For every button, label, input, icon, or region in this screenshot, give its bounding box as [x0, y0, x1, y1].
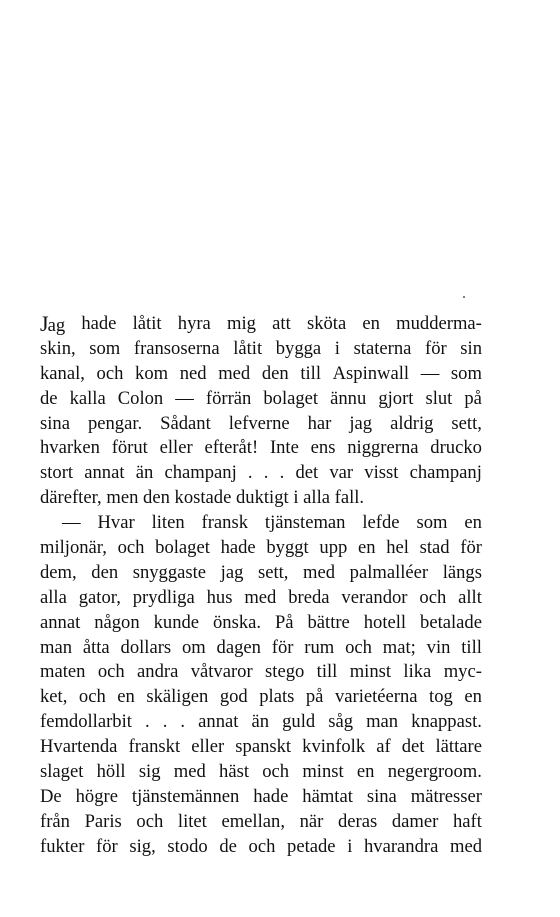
- word: önska.: [212, 611, 262, 633]
- word: god: [219, 686, 248, 708]
- word: Hvartenda: [40, 736, 118, 758]
- word: som: [450, 362, 482, 384]
- word: höll: [96, 761, 126, 783]
- word: guld: [282, 711, 316, 733]
- word: stodo: [167, 835, 208, 857]
- word: annat: [198, 711, 239, 733]
- word: mätresser: [410, 785, 482, 807]
- word: till: [461, 636, 482, 658]
- text-line: [40, 660, 482, 685]
- word: till: [300, 362, 321, 384]
- text-line: [40, 586, 482, 611]
- word: .: [162, 711, 168, 733]
- word: sig,: [129, 835, 156, 857]
- word: stego: [265, 661, 305, 683]
- word: .: [247, 462, 253, 484]
- text-line: [40, 337, 482, 362]
- word: en: [357, 537, 376, 559]
- word: hade: [220, 537, 256, 559]
- word: därefter,: [40, 487, 107, 509]
- word: på: [464, 387, 482, 409]
- word: som: [416, 512, 448, 534]
- word: .: [279, 462, 285, 484]
- text-line: [40, 685, 482, 710]
- text-line: [40, 486, 482, 511]
- word: annat: [40, 611, 81, 633]
- word: någon: [94, 611, 140, 633]
- word: .: [263, 462, 269, 484]
- word: en: [117, 686, 135, 708]
- word: —: [420, 362, 440, 384]
- word: förut: [111, 437, 148, 459]
- word: .: [144, 711, 150, 733]
- word: miljonär,: [40, 537, 107, 559]
- word: franskt: [128, 736, 181, 758]
- word: varietéerna: [334, 686, 418, 708]
- text-line: [40, 810, 482, 835]
- word: champanj: [409, 462, 482, 484]
- word: de: [219, 835, 237, 857]
- word: kom: [135, 362, 169, 384]
- word: staterna: [353, 337, 412, 359]
- word: åtta: [82, 636, 110, 658]
- word: för: [460, 537, 482, 559]
- word: maten: [40, 661, 86, 683]
- word: niggrerna: [347, 437, 419, 459]
- word: femdollarbit: [40, 711, 132, 733]
- word: drucko: [430, 437, 482, 459]
- word: petade: [287, 835, 336, 857]
- text-line: [40, 611, 482, 636]
- word: det: [295, 462, 319, 484]
- word: Paris: [84, 810, 122, 832]
- word: pengar.: [87, 412, 143, 434]
- text-line: [40, 760, 482, 785]
- word: än: [251, 711, 270, 733]
- initial-letter: J: [40, 311, 48, 336]
- word: när: [299, 810, 324, 832]
- word: upp: [319, 537, 348, 559]
- word: kvinfolk: [302, 736, 366, 758]
- word: hade: [253, 785, 289, 807]
- text-line: [40, 436, 482, 461]
- word: låtit: [233, 337, 263, 359]
- word: tjänsteman: [264, 512, 346, 534]
- word: mat;: [382, 636, 416, 658]
- word: De: [40, 785, 62, 807]
- word: mudderma-: [396, 313, 482, 334]
- paper-speck: [463, 296, 465, 298]
- word: den: [143, 487, 175, 509]
- text-line: [40, 710, 482, 735]
- word: och: [117, 537, 145, 559]
- text-line: [40, 387, 482, 412]
- word: ens: [310, 437, 336, 459]
- word: kunde: [153, 611, 200, 633]
- word: och: [97, 661, 125, 683]
- text-line: [40, 511, 482, 536]
- word: hotell: [363, 611, 407, 633]
- word: och: [96, 362, 124, 384]
- word: Colon: [117, 387, 164, 409]
- word: och: [262, 761, 290, 783]
- word: sig: [138, 761, 161, 783]
- word: ned: [179, 362, 207, 384]
- text-line: [40, 312, 482, 337]
- word: och: [78, 686, 106, 708]
- word: längs: [442, 561, 482, 583]
- word: var: [329, 462, 354, 484]
- word: för: [271, 636, 294, 658]
- word: deras: [338, 810, 378, 832]
- word: i: [347, 835, 353, 857]
- word: och: [345, 636, 372, 658]
- word: hämtat: [302, 785, 353, 807]
- text-line: [40, 835, 482, 860]
- word: Aspinwall: [332, 362, 410, 384]
- word: häst: [219, 761, 249, 783]
- word: kostade: [174, 487, 236, 509]
- word: hus: [206, 586, 233, 608]
- word: till: [316, 661, 338, 683]
- word: fall.: [334, 487, 365, 509]
- word: stad: [419, 537, 450, 559]
- word: tjänstemännen: [131, 785, 240, 807]
- word: dem,: [40, 561, 77, 583]
- word: fukter: [40, 835, 85, 857]
- word: en: [356, 761, 375, 783]
- word: slut: [425, 387, 453, 409]
- word: skäligen: [146, 686, 209, 708]
- word: sin: [460, 337, 482, 359]
- word: dagen: [216, 636, 261, 658]
- text-line: [40, 536, 482, 561]
- word: andra: [137, 661, 179, 683]
- word: —: [62, 512, 81, 534]
- word: Hvar: [97, 512, 135, 534]
- word: från: [40, 810, 70, 832]
- word: på: [305, 686, 324, 708]
- word: det: [401, 736, 425, 758]
- word: med: [303, 561, 336, 583]
- word: och: [136, 810, 164, 832]
- word: bolaget: [263, 387, 319, 409]
- word: med: [173, 761, 206, 783]
- word: man: [366, 711, 399, 733]
- word: kanal,: [40, 362, 85, 384]
- word: aldrig: [390, 412, 434, 434]
- word: Sådant: [160, 412, 211, 434]
- word: På: [274, 611, 294, 633]
- body-text: [40, 312, 482, 860]
- word: slaget: [40, 761, 84, 783]
- word: haft: [452, 810, 482, 832]
- word: och: [248, 835, 276, 857]
- word: en: [464, 686, 482, 708]
- word: kalla: [69, 387, 106, 409]
- word: af: [376, 736, 391, 758]
- text-line: [40, 412, 482, 437]
- word: men: [106, 487, 144, 509]
- word: fransk: [201, 512, 249, 534]
- word: stort: [40, 462, 74, 484]
- word: rum: [304, 636, 335, 658]
- word: liten: [151, 512, 185, 534]
- word: dollars: [120, 636, 172, 658]
- word: bygga: [275, 337, 322, 359]
- word: jag: [349, 412, 373, 434]
- word: högre: [75, 785, 118, 807]
- word: för: [96, 835, 118, 857]
- word: ket,: [40, 686, 68, 708]
- word: sett,: [451, 412, 482, 434]
- word: tog: [429, 686, 453, 708]
- word: gjort: [378, 387, 414, 409]
- text-line: [40, 636, 482, 661]
- word: som: [89, 337, 121, 359]
- word: myc-: [443, 661, 482, 683]
- word: Inte: [269, 437, 299, 459]
- word: allt: [458, 586, 482, 608]
- word: knappast.: [411, 711, 482, 733]
- word: annat: [84, 462, 125, 484]
- word: sina: [40, 412, 70, 434]
- word: prydliga: [132, 586, 195, 608]
- word: plats: [259, 686, 295, 708]
- word: och: [419, 586, 447, 608]
- word: minst: [349, 661, 392, 683]
- word: alla: [40, 586, 67, 608]
- word: våtvaror: [190, 661, 253, 683]
- word: spanskt: [235, 736, 292, 758]
- word: Jag: [40, 311, 66, 336]
- word: lättare: [435, 736, 482, 758]
- word: den: [91, 561, 119, 583]
- word: om: [181, 636, 206, 658]
- word: med: [244, 586, 277, 608]
- word: med: [449, 835, 482, 857]
- word: palmalléer: [349, 561, 429, 583]
- word: i: [293, 487, 304, 509]
- word: hyra: [177, 313, 211, 334]
- word: i: [334, 337, 340, 359]
- word: fransoserna: [133, 337, 220, 359]
- word: eller: [191, 736, 225, 758]
- text-line: [40, 561, 482, 586]
- word: förrän: [205, 387, 252, 409]
- word: sett,: [257, 561, 289, 583]
- word: verandor: [341, 586, 408, 608]
- word: hel: [386, 537, 409, 559]
- word: såg: [328, 711, 354, 733]
- word: mig: [227, 313, 256, 334]
- word: breda: [288, 586, 330, 608]
- word: har: [307, 412, 332, 434]
- word: bolaget: [155, 537, 210, 559]
- word: minst: [302, 761, 344, 783]
- word: skin,: [40, 337, 76, 359]
- word: hade: [81, 313, 117, 334]
- word: —: [175, 387, 194, 409]
- word: en: [362, 313, 380, 334]
- word: den: [261, 362, 289, 384]
- word: alla: [303, 487, 335, 509]
- text-line: [40, 362, 482, 387]
- word: hvarken: [40, 437, 100, 459]
- word: lefverne: [228, 412, 290, 434]
- word: duktigt: [235, 487, 294, 509]
- word: snyggaste: [132, 561, 207, 583]
- text-line: [40, 735, 482, 760]
- word: med: [218, 362, 251, 384]
- word: lefde: [362, 512, 400, 534]
- word: jag: [220, 561, 244, 583]
- word: bättre: [307, 611, 350, 633]
- word: vin: [426, 636, 451, 658]
- word: byggt: [266, 537, 309, 559]
- word: sköta: [306, 313, 347, 334]
- word: för: [425, 337, 447, 359]
- word: att: [272, 313, 291, 334]
- word: damer: [391, 810, 439, 832]
- word: de: [40, 387, 58, 409]
- word: en: [464, 512, 482, 534]
- text-line: [40, 785, 482, 810]
- word: visst: [364, 462, 399, 484]
- word: än: [135, 462, 154, 484]
- word: efteråt!: [204, 437, 259, 459]
- word: låtit: [132, 313, 162, 334]
- word: ännu: [330, 387, 367, 409]
- word: sina: [366, 785, 397, 807]
- word: man: [40, 636, 73, 658]
- word: emellan,: [221, 810, 285, 832]
- text-line: [40, 461, 482, 486]
- word: hvarandra: [364, 835, 439, 857]
- word: lika: [403, 661, 432, 683]
- word: gator,: [78, 586, 121, 608]
- word: betalade: [420, 611, 482, 633]
- word: champanj: [164, 462, 237, 484]
- word: .: [180, 711, 186, 733]
- word: negergroom.: [387, 761, 482, 783]
- word: eller: [159, 437, 193, 459]
- word: litet: [177, 810, 207, 832]
